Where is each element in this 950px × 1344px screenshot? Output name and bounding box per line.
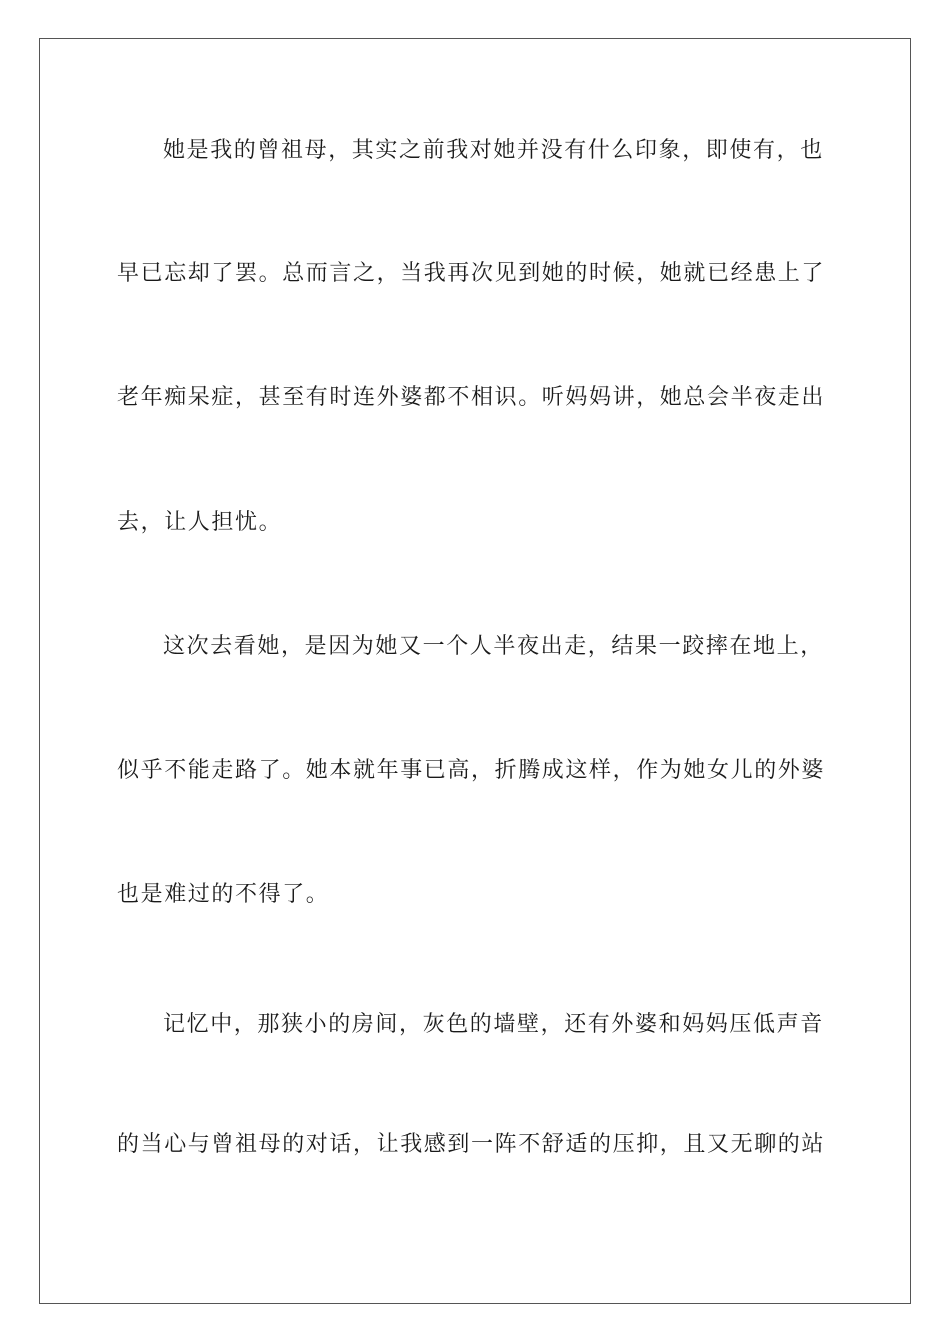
- text-line: 的当心与曾祖母的对话，让我感到一阵不舒适的压抑，且又无聊的站: [117, 1132, 826, 1157]
- text-line: 记忆中，那狭小的房间，灰色的墙壁，还有外婆和妈妈压低声音: [163, 1012, 824, 1037]
- text-line: 早已忘却了罢。总而言之，当我再次见到她的时候，她就已经患上了: [117, 261, 826, 286]
- text-line: 似乎不能走路了。她本就年事已高，折腾成这样，作为她女儿的外婆: [117, 758, 826, 783]
- text-line: 去，让人担忧。: [117, 510, 283, 535]
- text-line: 她是我的曾祖母，其实之前我对她并没有什么印象，即使有，也: [163, 138, 824, 163]
- page-border: [39, 38, 911, 1304]
- text-line: 老年痴呆症，甚至有时连外婆都不相识。听妈妈讲，她总会半夜走出: [117, 385, 826, 410]
- text-line: 也是难过的不得了。: [117, 882, 330, 907]
- text-line: 这次去看她，是因为她又一个人半夜出走，结果一跤摔在地上，: [163, 634, 824, 659]
